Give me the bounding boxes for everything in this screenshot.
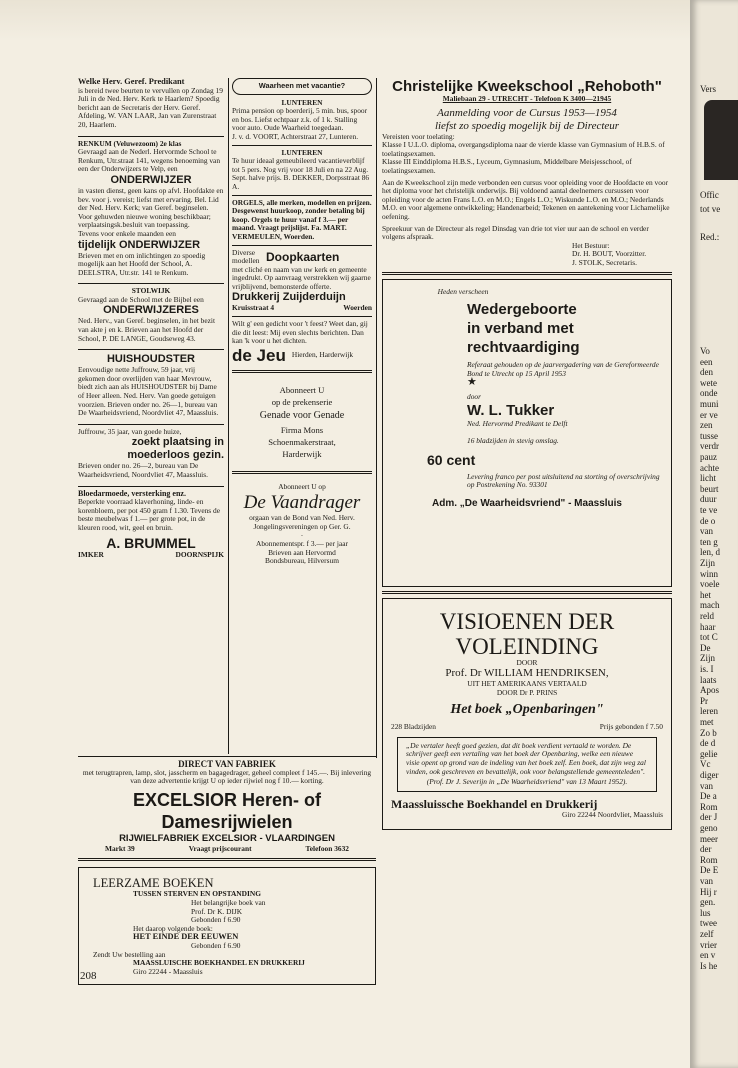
page-number: 208 [80, 970, 97, 982]
strip-fragment: is. I [700, 664, 714, 674]
strip-fragment: duur [700, 494, 717, 505]
ad-genade: Abonneert U op de prekenserie Genade voor Genade Firma Mons Schoenmakerstraat, Harderwijk [259, 384, 345, 459]
strip-fragment: reld [700, 611, 714, 621]
ad-doopkaarten: Diverse modellen Doopkaarten met cliché en naam van uw kerk en gemeente ingedrukt. Op aanvraag verstrekken wij gaarne vrijblijvend, bemonsterde offerte. Drukkerij Zuijderduijn Kruisstraat 4 Woerden [232, 247, 372, 313]
strip-fragment: van [700, 526, 713, 537]
strip-fragment: len, d [700, 547, 720, 558]
strip-fragment: gen. [700, 897, 716, 908]
strip-fragment: haar [700, 621, 716, 632]
strip-fragment: achte [700, 462, 719, 473]
strip-fragment: beurt [700, 483, 719, 494]
strip-fragment: Zijn [700, 653, 715, 664]
strip-fragment: lus [700, 907, 711, 918]
strip-fragment: Vers [700, 84, 716, 94]
strip-fragment: meer [700, 833, 718, 844]
vacantie-header: Waarheen met vacantie? [232, 78, 372, 95]
adjacent-page-strip [690, 0, 738, 1068]
ad-predikant: Welke Herv. Geref. Predikant is bereid twee beurten te vervullen op Zondag 19 Juli in de Ned. Herv. Kerk te Haarlem? Spoedig bericht aan de Secretaris der Herv. Geref. Afdeling, W. VAN LAAR, Jan van Zurenstraat 20, Haarlem. [78, 77, 223, 129]
strip-fragment: De a [700, 791, 717, 802]
strip-fragment: er ve [700, 409, 718, 420]
ad-jeu: Wilt g' een gedicht voor 't feest? Weet dan, gij die dit leest: Mij even slechts berichten. Dan kan 'k voor u het dichten. de Jeu Hierden, Harderwijk [232, 319, 368, 365]
strip-fragment: van [700, 780, 713, 791]
mid-column: Waarheen met vacantie? LUNTEREN Prima pension op boerderij, 5 min. bus, spoor en bos. Liefst echtpaar z.k. of 1 k. Stalling voor auto. Oude Waarheid toegedaan. J. v. d. VOORT, Achterstraat 27, Lunteren. LUNTEREN Te huur ideaal gemeubileerd vacantieverblijf tot 5 pers. Nog vrij voor 18 Juli en na 22 Aug. Sept. halve prijs. B. DEKKER, Dorpsstraat 86 A. ORGELS, alle merken, modellen en prijzen. Desgewenst huurkoop, zonder betaling bij koop. Orgels te huur vanaf f 3.— per maand. Vraagt prijslijst. Fa. MART. VERMEULEN, Woerden. Diverse modellen Doopkaarten met cliché en naam van uw kerk en gemeente ingedrukt. Op aanvraag verstrekken wij gaarne vrijblijvend, bemonsterde offerte. Drukkerij Zuijderduijn Kruisstraat 4 Woerden Wilt g' een gedicht voor 't feest? Weet dan, gij die dit leest: Mij even slechts berichten. Dan kan 'k voor u het dichten. de Jeu Hierden, Harderwijk Abonneert U op de prekenserie Genade voor Genade Firma Mons Schoenmakerstraat, Harderwijk Abonneert U op De Vaandrager orgaan van de Bond van Ned. Herv. Jongelingsvereningen op Ger. G. · Abonnementspr. f 3.— per jaar Brieven aan Hervormd Bondsbureau, Hilversum [232, 78, 372, 572]
strip-fragment: Apos [700, 685, 720, 696]
logo-shield-icon [704, 100, 738, 180]
strip-fragment: licht [700, 473, 716, 484]
ad-visioenen: VISIOENEN DER VOLEINDING DOOR Prof. Dr WILLIAM HENDRIKSEN, UIT HET AMERIKAANS VERTAALD DOOR Dr P. PRINS Het boek „Openbaringen" 228 Bladzijden Prijs gebonden f 7.50 „De vertaler heeft goed gezien, dat dit boek verdient vertaald te worden. De schrijver geeft een vertaling van het boek der Openbaring, welke een nieuwe visie opent op grond van de indeling van het boek zelf. Een boek, dat zijn weg zal vinden, ook geschreven en bevattelijk, ook voor belangstellende gemeenteleden". (Prof. Dr J. Severijn in „De Waarheidsvriend" van 13 Maart 1952). Maassluissche Boekhandel en Drukkerij Giro 22244 Noordvliet, Maassluis [382, 598, 672, 831]
strip-fragment: ten g [700, 536, 718, 547]
strip-fragment: zelf [700, 929, 714, 939]
strip-fragment: den [700, 367, 713, 378]
strip-fragment: Rom [700, 801, 718, 812]
strip-fragment: Offic [700, 190, 719, 200]
strip-fragment: laats [700, 674, 717, 685]
star-icon: ★ [467, 376, 477, 389]
ad-renkum: RENKUM (Veluwezoom) 2e klas Gevraagd aan de Nederl. Hervormde School te Renkum, Utr.straat 141, wegens benoeming van een der Onderwijzers te Velp, een ONDERWIJZER in vasten dienst, geen kans op afvl. Hoofdakte en bev. voor j. vereist; liefst met ervaring. Bel. Lid der Ned. Herv. Kerk; van Geref. beginselen. Voor gehuwden nieuwe woning beschikbaar; verplaatsingsk.besluit van toepassing. Tevens voor enkele maanden een tijdelijk ONDERWIJZER Brieven met en om inlichtingen zo spoedig mogelijk aan het Hoofd der School, A. DEELSTRA, Utr.str. 141 te Renkum. [78, 138, 224, 277]
strip-fragment: Pr [700, 695, 709, 706]
right-column [382, 78, 672, 830]
strip-fragment: en v [700, 950, 716, 961]
strip-fragment: verdr [700, 441, 719, 452]
strip-fragment: diger [700, 770, 719, 780]
strip-fragment: Zo b [700, 727, 717, 738]
ad-leerzame: LEERZAME BOEKEN TUSSEN STERVEN EN OPSTANDING Het belangrijke boek van Prof. Dr K. DIJK Gebonden f 6.90 Het daarop volgende boek: HET EINDE DER EEUWEN Gebonden f 6.90 Zendt Uw bestelling aan MAASSLUISCHE BOEKHANDEL EN DRUKKERIJ Giro 22244 - Maassluis [78, 867, 376, 985]
strip-fragment: De E [700, 865, 719, 876]
strip-fragment: onde [700, 388, 718, 399]
strip-fragment: Red.: [700, 232, 720, 242]
strip-fragment: pauz [700, 452, 717, 462]
strip-fragment: Is he [700, 960, 718, 971]
strip-fragment: zen [700, 420, 713, 431]
strip-fragment: Rom [700, 854, 718, 865]
strip-fragment: voele [700, 579, 720, 590]
strip-fragment: Vc [700, 759, 711, 770]
strip-fragment: tot C [700, 632, 718, 643]
strip-fragment: Vo [700, 346, 710, 356]
ad-stolwijk: STOLWIJK Gevraagd aan de School met de Bijbel een ONDERWIJZERES Ned. Herv., van Geref. beginselen, in het bezit van akte j en k. Brieven aan het Hoofd der School, P. DE LANGE, Goudseweg 43. [78, 286, 216, 343]
strip-fragment: muni [700, 399, 719, 409]
strip-fragment: geno [700, 823, 718, 833]
strip-fragment: tusse [700, 430, 718, 441]
strip-fragment: der J [700, 812, 718, 823]
ad-juffrouw: Juffrouw, 35 jaar, van goede huize, zoekt plaatsing in moederloos gezin. Brieven onder no. 26—2, bureau van De Waarheidsvriend, Noordvliet 47, Maassluis. [78, 426, 224, 479]
strip-fragment: het [700, 589, 711, 600]
strip-fragment: Zijn [700, 558, 715, 568]
left-column [78, 78, 224, 565]
strip-fragment: met [700, 717, 714, 727]
strip-fragment: der [700, 844, 712, 855]
strip-fragment: tot ve [700, 204, 721, 214]
strip-fragment: vrier [700, 939, 717, 950]
strip-fragment: De [700, 642, 711, 653]
ad-brummel: Bloedarmoede, versterking enz. Beperkte voorraad klaverhoning, linde- en korenbloem, per pot 450 gram f 1.30. Tevens de beste meubelwas f 1.— per grote pot, in de kleuren rood, wit, geel en bruin. A. BRUMMEL IMKER DOORNSPIJK [78, 488, 224, 559]
strip-fragment: de o [700, 515, 716, 526]
strip-fragment: een [700, 356, 713, 367]
strip-fragment: leren [700, 706, 718, 717]
review-quote: „De vertaler heeft goed gezien, dat dit boek verdient vertaald te worden. De schrijver geeft een vertaling van het boek der Openbaring, welke een nieuwe visie opent op grond van de indeling van het boek zelf. Een boek, dat zijn weg zal vinden, ook geschreven en bevattelijk, ook voor belangstellende gemeenteleden". (Prof. Dr J. Severijn in „De Waarheidsvriend" van 13 Maart 1952). [397, 737, 657, 792]
ad-rehoboth: Christelijke Kweekschool „Rehoboth" Maliebaan 29 - UTRECHT - Telefoon K 3400—21945 Aanmelding voor de Cursus 1953—1954 liefst zo spoedig mogelijk bij de Directeur Vereisten voor toelating: Klasse I U.L.O. diploma, overgangsdiploma naar de vierde klasse van Gymnasium of H.B.S. of toelatingsexamen. Klasse III Einddiploma H.B.S., Lyceum, Gymnasium, Middelbare Meisjesschool, of toelatingsexamen. Aan de Kweekschool zijn mede verbonden een cursus voor opleiding voor de Hoofdacte en voor het diploma voor het christelijk onderwijs. Bij voldoend aantal deelnemers cursussen voor opleiding voor de acten Frans L.O. en M.O.; Engels L.O.; Wiskunde L.O. en M.O.; Nederlands M.O. en voor algemene ontwikkeling; Handenarbeid; Tekenen en aantekening voor Lichamelijke oefening. Spreekuur van de Directeur als regel Dinsdag van drie tot vier uur aan de school en verder volgens afspraak. Het Bestuur: Dr. H. BOUT, Voorzitter. J. STOLK, Secretaris. [382, 78, 670, 267]
strip-fragment: wete [700, 377, 717, 388]
strip-fragment: winn [700, 568, 718, 579]
strip-fragment: mach [700, 600, 720, 611]
strip-fragment: gelie [700, 748, 718, 759]
strip-fragment: Hij r [700, 886, 717, 897]
ad-orgels: ORGELS, alle merken, modellen en prijzen. Desgewenst huurkoop, zonder betaling bij koop. Orgels te huur vanaf f 3.— per maand. Vraagt prijslijst. Fa. MART. VERMEULEN, Woerden. [232, 197, 372, 241]
strip-fragment: twee [700, 918, 717, 929]
strip-fragment: te ve [700, 505, 718, 515]
ad-vaandrager: Abonneert U op De Vaandrager orgaan van de Bond van Ned. Herv. Jongelingsvereningen op Ger. G. · Abonnementspr. f 3.— per jaar Brieven aan Hervormd Bondsbureau, Hilversum [243, 481, 361, 566]
strip-fragment: de d [700, 738, 716, 749]
ad-huishoudster: HUISHOUDSTER Eenvoudige nette Juffrouw, 59 jaar, vrij gekomen door overlijden van haar Mevrouw, biedt zich aan als HUISHOUDSTER bij Dame of Heer alleen. Ned. Herv. Van goede getuigen voorzien. Brieven onder no. 26—1, bureau van De Waarheidsvriend, Noordvliet 47, Maassluis. [78, 353, 219, 418]
strip-fragment: van [700, 876, 713, 886]
bottom-left-ads: DIRECT VAN FABRIEK met terugtrapren, lamp, slot, jasscherm en bagagedrager, geheel compleet f 145.—. Bij inlevering van deze advertentie krijgt U op ieder rijwiel nog f 10.— korting. EXCELSIOR Heren- of Damesrijwielen RIJWIELFABRIEK EXCELSIOR - VLAARDINGEN Markt 39 Vraagt prijscourant Telefoon 3632 LEERZAME BOEKEN TUSSEN STERVEN EN OPSTANDING Het belangrijke boek van Prof. Dr K. DIJK Gebonden f 6.90 Het daarop volgende boek: HET EINDE DER EEUWEN Gebonden f 6.90 Zendt Uw bestelling aan MAASSLUISCHE BOEKHANDEL EN DRUKKERIJ Giro 22244 - Maassluis [78, 760, 376, 985]
ad-tukker: Heden verscheen Wedergeboorte in verband met rechtvaardiging Referaat gehouden op de jaarvergadering van de Gereformeerde Bond te Utrecht op 15 April 1953 ★ door W. L. Tukker Ned. Hervormd Predikant te Delft 16 bladzijden in stevig omslag. 60 cent Levering franco per post uitsluitend na storting of overschrijving op Postrekening No. 93301 Adm. „De Waarheidsvriend" - Maassluis [382, 279, 672, 587]
